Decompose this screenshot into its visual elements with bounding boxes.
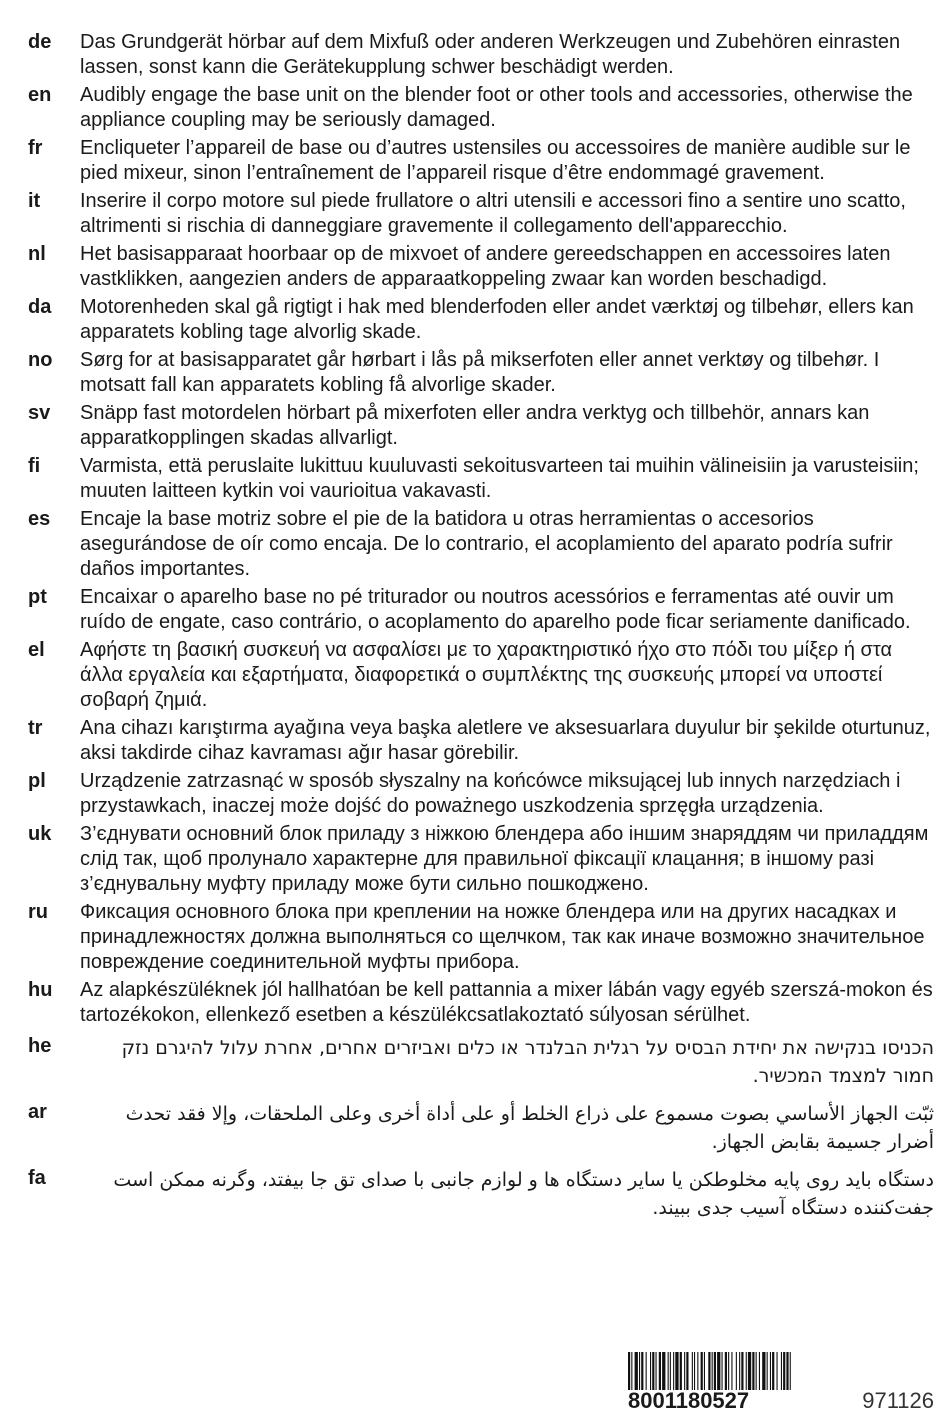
entry-fi bbox=[28, 454, 934, 504]
entry-no bbox=[28, 348, 934, 398]
instruction-text: Snäpp fast motordelen hörbart på mixerfoten eller andra verktyg och tillbehör, annars kan apparatkopplingen skadas allvarligt. bbox=[80, 402, 870, 449]
language-code: de bbox=[28, 31, 52, 53]
instruction-text: Het basisapparaat hoorbaar op de mixvoet of andere gereedschappen en accessoires laten vastklikken, aangezien anders de apparaatkoppeling zwaar kan worden beschadigd. bbox=[80, 243, 891, 290]
language-code: es bbox=[28, 508, 51, 530]
barcode-bar bbox=[694, 1352, 695, 1390]
entry-uk bbox=[28, 822, 934, 897]
language-code: sv bbox=[28, 402, 51, 424]
barcode-bar bbox=[652, 1352, 654, 1390]
part-number: 8001180527 bbox=[628, 1388, 750, 1413]
entry-fr bbox=[28, 136, 934, 186]
entry-ru bbox=[28, 900, 934, 975]
language-code: en bbox=[28, 84, 52, 106]
barcode-bar bbox=[777, 1352, 778, 1390]
barcode-bar bbox=[628, 1352, 630, 1390]
barcode-bar bbox=[701, 1352, 703, 1390]
barcode-bar bbox=[668, 1352, 669, 1390]
instruction-text: دستگاه باید روی پایه مخلوطکن یا سایر دستگاه ها و لوازم جانبی با صدای تق جا بیفتد، وگرنه ممکن است جفت‌کننده دستگاه آسیب جدی ببیند. bbox=[113, 1169, 934, 1219]
entry-pl bbox=[28, 769, 934, 819]
instruction-text: Varmista, että peruslaite lukittuu kuuluvasti sekoitusvarteen tai muihin välineisiin ja varusteisiin; muuten laitteen kytkin voi vaurioitua vakavasti. bbox=[80, 455, 919, 502]
barcode-bar bbox=[741, 1352, 743, 1390]
language-code: it bbox=[28, 190, 41, 212]
barcode-bar bbox=[675, 1352, 678, 1390]
entry-sv bbox=[28, 401, 934, 451]
language-code: ar bbox=[28, 1101, 47, 1123]
entry-it bbox=[28, 189, 934, 239]
barcode-bar bbox=[714, 1352, 716, 1390]
entry-nl bbox=[28, 242, 934, 292]
instruction-text: Фиксация основного блока при креплении на ножке блендера или на других насадках и принадлежностях должна выполняться со щелчком, так как иначе возможно значительное повреждение соединительной муфты прибора. bbox=[80, 901, 925, 973]
barcode-bar bbox=[704, 1352, 705, 1390]
barcode-bar bbox=[767, 1352, 768, 1390]
instruction-text: Encaje la base motriz sobre el pie de la batidora u otras herramientas o accesorios asegurándose de oír como encaja. De lo contrario, el acoplamiento del aparato podría sufrir daños importantes. bbox=[80, 508, 893, 580]
multilingual-instructions bbox=[28, 30, 934, 1232]
barcode-bar bbox=[790, 1352, 791, 1390]
entry-ar bbox=[28, 1100, 934, 1156]
barcode-bar bbox=[646, 1352, 647, 1390]
barcode-bar bbox=[697, 1352, 698, 1390]
entry-de bbox=[28, 30, 934, 80]
barcode-bar bbox=[770, 1352, 771, 1390]
entry-es bbox=[28, 507, 934, 582]
barcode-bar bbox=[680, 1352, 682, 1390]
barcode-bar bbox=[641, 1352, 643, 1390]
language-code: da bbox=[28, 296, 52, 318]
language-code: fa bbox=[28, 1167, 46, 1189]
barcode-bar bbox=[639, 1352, 640, 1390]
barcode-bar bbox=[673, 1352, 674, 1390]
barcode-bar bbox=[659, 1352, 661, 1390]
instruction-text: Urządzenie zatrzasnąć w sposób słyszalny na końcówce miksującej lub innych narzędziach i przystawkach, inaczej może dojść do poważnego uszkodzenia sprzęgła urządzenia. bbox=[80, 770, 901, 817]
entry-he bbox=[28, 1034, 934, 1090]
instruction-text: Inserire il corpo motore sul piede frullatore o altri utensili e accessori fino a sentire uno scatto, altrimenti si rischia di danneggiare gravemente il collegamento dell'apparecchio. bbox=[80, 190, 906, 237]
barcode-bar bbox=[762, 1352, 765, 1390]
barcode-bar bbox=[717, 1352, 720, 1390]
language-code: pl bbox=[28, 770, 46, 792]
entry-el bbox=[28, 638, 934, 713]
entry-hu bbox=[28, 978, 934, 1028]
product-codes bbox=[628, 1388, 934, 1414]
instruction-text: Motorenheden skal gå rigtigt i hak med blenderfoden eller andet værktøj og tilbehør, ellers kan apparatets kobling tage alvorlig skade. bbox=[80, 296, 914, 343]
language-code: fr bbox=[28, 137, 43, 159]
barcode-bar bbox=[756, 1352, 757, 1390]
barcode-bar bbox=[746, 1352, 747, 1390]
barcode-bar bbox=[670, 1352, 671, 1390]
barcode-bar bbox=[692, 1352, 693, 1390]
barcode-bar bbox=[686, 1352, 688, 1390]
barcode-bar bbox=[731, 1352, 732, 1390]
language-code: uk bbox=[28, 823, 52, 845]
barcode bbox=[628, 1352, 934, 1390]
instruction-text: З’єднувати основний блок приладу з ніжкою блендера або іншим знаряддям чи приладдям слід так, щоб пролунало характерне для правильної фіксації клацання; в іншому разі з’єднувальну муфту приладу може бути сильно пошкоджено. bbox=[80, 823, 929, 895]
instruction-text: ثبّت الجهاز الأساسي بصوت مسموع على ذراع الخلط أو على أداة أخرى وعلى الملحقات، وإلا فقد تحدث أضرار جسيمة بقابض الجهاز. bbox=[125, 1103, 934, 1153]
instruction-text: Az alapkészüléknek jól hallhatóan be kell pattannia a mixer lábán vagy egyéb szerszá-mokon és tartozékokon, ellenkező esetben a készülékcsatlakoztató súlyosan sérülhet. bbox=[80, 979, 933, 1026]
barcode-bar bbox=[708, 1352, 710, 1390]
barcode-bar bbox=[783, 1352, 785, 1390]
barcode-bar bbox=[631, 1352, 632, 1390]
instruction-text: Encliqueter l’appareil de base ou d’autres ustensiles ou accessoires de manière audible sur le pied mixeur, sinon l’entraînement de l’appareil risque d’être endommagé gravement. bbox=[80, 137, 911, 184]
barcode-bar bbox=[684, 1352, 685, 1390]
barcode-bar bbox=[739, 1352, 740, 1390]
entry-pt bbox=[28, 585, 934, 635]
barcode-bar bbox=[781, 1352, 782, 1390]
language-code: ru bbox=[28, 901, 48, 923]
language-code: nl bbox=[28, 243, 46, 265]
entry-fa bbox=[28, 1166, 934, 1222]
language-code: pt bbox=[28, 586, 47, 608]
barcode-bar bbox=[752, 1352, 754, 1390]
instruction-text: Encaixar o aparelho base no pé triturador ou noutros acessórios e ferramentas até ouvir um ruído de engate, caso contrário, o acoplamento do aparelho pode ficar seriamente danificado. bbox=[80, 586, 911, 633]
barcode-bar bbox=[635, 1352, 638, 1390]
language-code: el bbox=[28, 639, 45, 661]
instruction-text: Das Grundgerät hörbar auf dem Mixfuß oder anderen Werkzeugen und Zubehören einrasten lassen, sonst kann die Gerätekupplung schwer beschädigt werden. bbox=[80, 31, 901, 78]
barcode-bar bbox=[725, 1352, 727, 1390]
instruction-text: הכניסו בנקישה את יחידת הבסיס על רגלית הבלנדר או כלים ואביזרים אחרים, אחרת עלול להיגרם נזק חמור למצמד המכשיר. bbox=[121, 1037, 934, 1087]
barcode-bar bbox=[772, 1352, 774, 1390]
barcode-bar bbox=[759, 1352, 760, 1390]
instruction-text: Sørg for at basisapparatet går hørbart i lås på mikserfoten eller annet verktøy og tilbehør. I motsatt fall kan apparatets kobling få alvorlige skader. bbox=[80, 349, 880, 396]
language-code: he bbox=[28, 1035, 52, 1057]
barcode-bar bbox=[722, 1352, 723, 1390]
date-code: 971126 bbox=[862, 1388, 934, 1413]
barcode-bar bbox=[748, 1352, 751, 1390]
language-code: hu bbox=[28, 979, 53, 1001]
barcode-bar bbox=[786, 1352, 788, 1390]
instruction-text: Audibly engage the base unit on the blender foot or other tools and accessories, otherwise the appliance coupling may be seriously damaged. bbox=[80, 84, 913, 131]
barcode-bar bbox=[736, 1352, 737, 1390]
instruction-text: Αφήστε τη βασική συσκευή να ασφαλίσει με το χαρακτηριστικό ήχο στο πόδι του μίξερ ή στα άλλα εργαλεία και εξαρτήματα, διαφορετικά ο συμπλέκτης της συσκευής μπορεί να υποστεί σοβαρή ζημιά. bbox=[80, 639, 893, 711]
barcode-bar bbox=[728, 1352, 729, 1390]
language-code: tr bbox=[28, 717, 43, 739]
language-code: no bbox=[28, 349, 53, 371]
entry-tr bbox=[28, 716, 934, 766]
barcode-bar bbox=[712, 1352, 713, 1390]
entry-en bbox=[28, 83, 934, 133]
barcode-bar bbox=[650, 1352, 651, 1390]
instruction-text: Ana cihazı karıştırma ayağına veya başka aletlere ve aksesuarlara duyulur bir şekilde oturtunuz, aksi takdirde cihaz kavraması ağır hasar görebilir. bbox=[80, 717, 931, 764]
barcode-bar bbox=[656, 1352, 657, 1390]
barcode-graphic bbox=[628, 1352, 934, 1390]
barcode-bar bbox=[662, 1352, 665, 1390]
entry-da bbox=[28, 295, 934, 345]
language-code: fi bbox=[28, 455, 41, 477]
